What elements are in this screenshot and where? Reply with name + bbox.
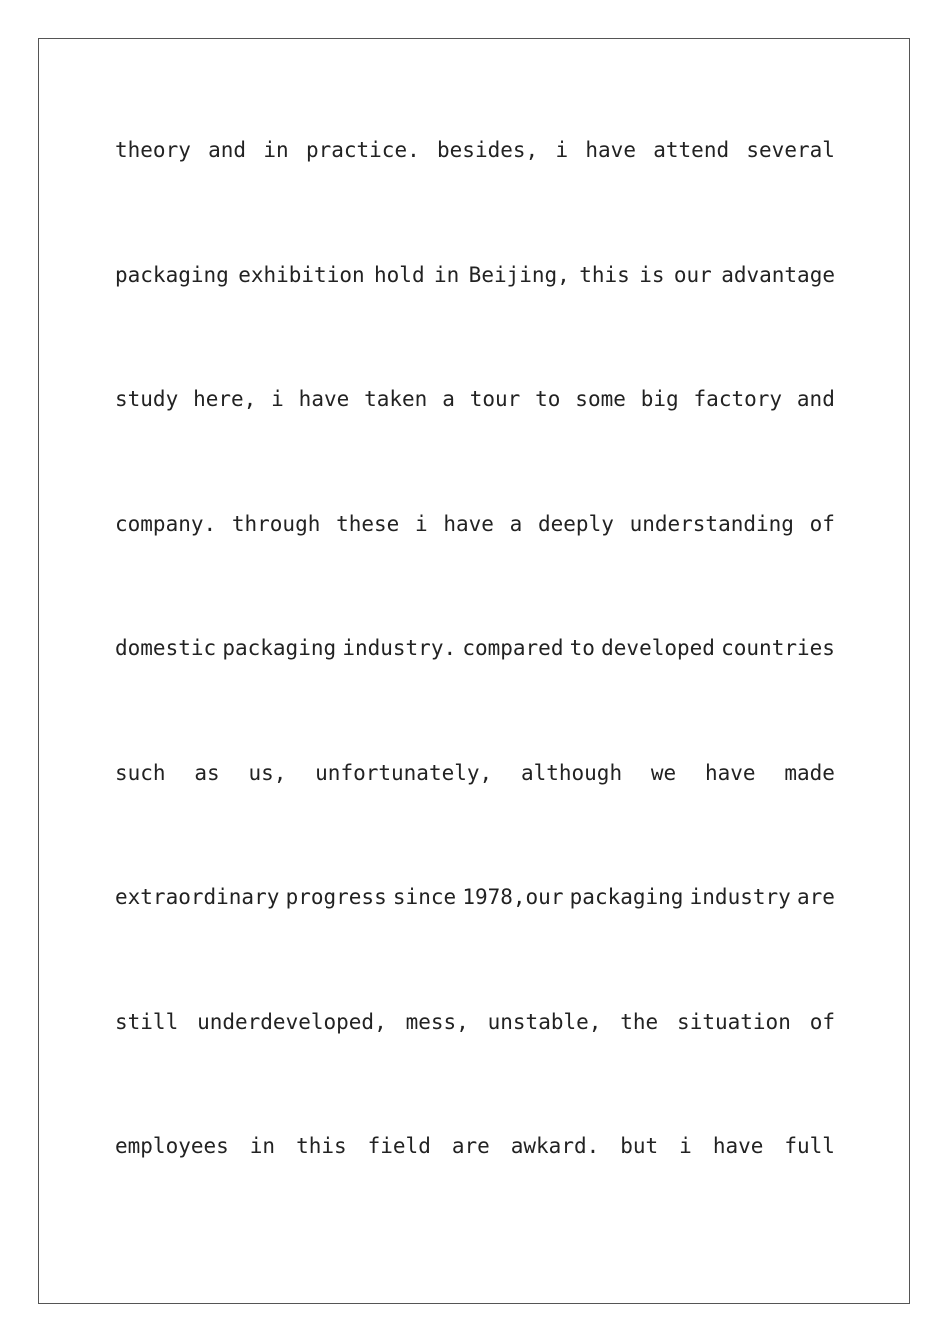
word: the bbox=[620, 1009, 659, 1034]
word: these bbox=[336, 511, 400, 536]
word: are bbox=[451, 1134, 490, 1158]
word: in bbox=[263, 138, 289, 162]
word: are bbox=[796, 885, 835, 909]
word: in bbox=[249, 1134, 276, 1158]
word: countries bbox=[721, 636, 835, 660]
text-line bbox=[115, 877, 835, 917]
word: besides, bbox=[437, 138, 539, 162]
text-line bbox=[115, 130, 835, 170]
word: and bbox=[796, 387, 835, 411]
word: taken bbox=[364, 387, 428, 411]
text-line bbox=[115, 753, 835, 793]
word: underdeveloped, bbox=[197, 1009, 387, 1034]
text-line bbox=[115, 1126, 835, 1166]
word: packaging bbox=[115, 262, 229, 287]
word: packaging bbox=[222, 636, 337, 660]
word: although bbox=[520, 760, 623, 785]
word: have bbox=[443, 511, 494, 536]
word: full bbox=[784, 1134, 835, 1158]
word: and bbox=[208, 138, 247, 162]
word: such bbox=[115, 760, 166, 785]
word: exhibition bbox=[238, 262, 365, 287]
word: deeply bbox=[538, 511, 614, 536]
word: of bbox=[809, 1009, 835, 1034]
word: tour bbox=[469, 387, 521, 411]
word: through bbox=[231, 511, 321, 536]
word: still bbox=[115, 1009, 179, 1034]
word: i bbox=[271, 387, 284, 411]
word: company. bbox=[115, 511, 217, 536]
word: have bbox=[704, 760, 756, 785]
word: to bbox=[569, 636, 595, 660]
word: field bbox=[367, 1134, 431, 1158]
word: hold bbox=[374, 262, 425, 287]
word: this bbox=[579, 262, 630, 287]
word: have bbox=[298, 387, 350, 411]
word: since bbox=[392, 885, 457, 909]
text-line bbox=[115, 628, 835, 668]
text-line bbox=[115, 504, 835, 544]
word: industry. bbox=[342, 636, 457, 660]
word: a bbox=[442, 387, 455, 411]
word: but bbox=[620, 1134, 659, 1158]
word: unfortunately, bbox=[315, 760, 493, 785]
word: attend bbox=[653, 138, 730, 162]
word: developed bbox=[601, 636, 715, 660]
word: we bbox=[650, 760, 677, 785]
word: some bbox=[575, 387, 626, 411]
word: our bbox=[673, 262, 712, 287]
document-body bbox=[115, 130, 835, 1251]
word: have bbox=[585, 138, 636, 162]
word: factory bbox=[693, 387, 783, 411]
word: i bbox=[415, 511, 428, 536]
word: big bbox=[640, 387, 679, 411]
word: compared bbox=[462, 636, 564, 660]
word: situation bbox=[677, 1009, 791, 1034]
word: made bbox=[784, 760, 835, 785]
word: industry bbox=[689, 885, 791, 909]
word: 1978,our bbox=[462, 885, 564, 909]
word: theory bbox=[115, 138, 191, 162]
word: as bbox=[194, 760, 220, 785]
word: understanding bbox=[629, 511, 794, 536]
word: i bbox=[679, 1134, 692, 1158]
word: packaging bbox=[569, 885, 684, 909]
word: a bbox=[509, 511, 523, 536]
word: progress bbox=[285, 885, 387, 909]
word: i bbox=[555, 138, 569, 162]
word: here, bbox=[193, 387, 257, 411]
word: this bbox=[296, 1134, 347, 1158]
word: to bbox=[535, 387, 561, 411]
word: mess, bbox=[405, 1009, 469, 1034]
word: practice. bbox=[305, 138, 420, 162]
word: employees bbox=[115, 1134, 229, 1158]
word: extraordinary bbox=[115, 885, 280, 909]
word: of bbox=[809, 511, 835, 536]
word: awkard. bbox=[510, 1134, 600, 1158]
text-line bbox=[115, 379, 835, 419]
word: in bbox=[433, 262, 460, 287]
word: us, bbox=[248, 760, 287, 785]
word: is bbox=[639, 262, 665, 287]
text-line bbox=[115, 1002, 835, 1042]
word: domestic bbox=[115, 636, 217, 660]
word: advantage bbox=[721, 262, 835, 287]
word: unstable, bbox=[487, 1009, 602, 1034]
word: study bbox=[115, 387, 179, 411]
text-line bbox=[115, 255, 835, 295]
word: several bbox=[746, 138, 835, 162]
word: have bbox=[712, 1134, 764, 1158]
word: Beijing, bbox=[468, 262, 570, 287]
